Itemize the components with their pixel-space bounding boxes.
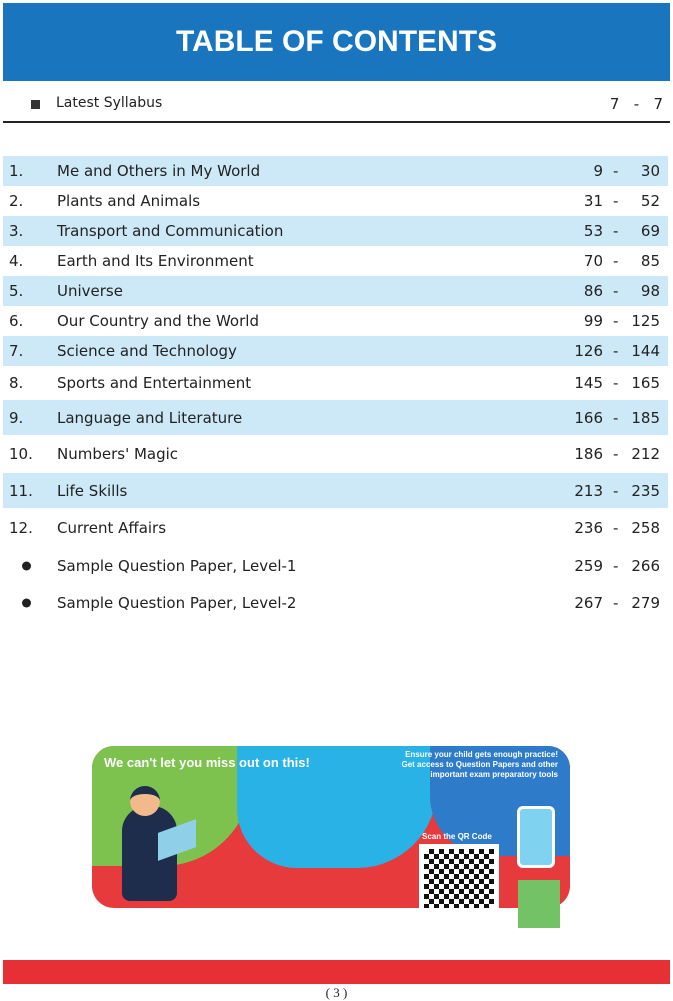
chapter-number: 1. xyxy=(9,162,24,180)
phone-icon xyxy=(517,806,555,868)
footer-bar xyxy=(3,960,670,984)
toc-row[interactable] xyxy=(3,508,668,547)
chapter-title: Current Affairs xyxy=(57,518,167,537)
chapter-title: Our Country and the World xyxy=(57,312,259,330)
dash: - xyxy=(613,518,619,537)
divider xyxy=(3,121,670,123)
dash: - xyxy=(613,282,619,300)
chapter-number: 2. xyxy=(9,192,24,210)
chapter-title: Science and Technology xyxy=(57,342,237,360)
chapter-title: Transport and Communication xyxy=(57,222,284,240)
page-start: 99 xyxy=(583,312,603,330)
chapter-title: Universe xyxy=(57,282,123,300)
page-end: 7 xyxy=(653,95,663,113)
dash: - xyxy=(613,222,619,240)
dash: - xyxy=(613,408,619,427)
dash: - xyxy=(613,252,619,270)
page-title: TABLE OF CONTENTS xyxy=(175,25,498,58)
page-start: 53 xyxy=(583,222,603,240)
syllabus-row xyxy=(0,88,673,120)
toc-row[interactable] xyxy=(3,156,668,186)
toc-row[interactable] xyxy=(3,246,668,276)
sleeve-illustration xyxy=(518,880,560,928)
toc-row[interactable] xyxy=(3,366,668,400)
toc-row[interactable] xyxy=(3,547,668,584)
banner-headline: We can't let you miss out on this! xyxy=(104,755,310,770)
toc-row[interactable] xyxy=(3,336,668,366)
square-bullet-icon xyxy=(31,100,40,109)
dash: - xyxy=(633,95,640,113)
page-end: 144 xyxy=(631,342,660,360)
page-start: 259 xyxy=(574,556,603,575)
chapter-number: 4. xyxy=(9,252,24,270)
toc-row[interactable] xyxy=(3,186,668,216)
person-head-illustration xyxy=(130,786,160,816)
header-banner xyxy=(3,3,670,81)
scan-label: Scan the QR Code xyxy=(422,832,492,841)
page-start: 70 xyxy=(583,252,603,270)
toc-row[interactable] xyxy=(3,435,668,473)
page-start: 9 xyxy=(593,162,603,180)
dash: - xyxy=(613,162,619,180)
chapter-number: 8. xyxy=(9,374,24,392)
chapter-title: Me and Others in My World xyxy=(57,162,261,180)
page-start: 126 xyxy=(574,342,603,360)
chapter-title: Life Skills xyxy=(57,481,128,500)
chapter-title: Earth and Its Environment xyxy=(57,252,254,270)
page-end: 266 xyxy=(631,556,660,575)
page-end: 258 xyxy=(631,518,660,537)
dash: - xyxy=(613,594,619,612)
page-end: 52 xyxy=(640,192,660,210)
page-end: 235 xyxy=(631,481,660,500)
chapter-number: 11. xyxy=(9,481,33,500)
page-end: 98 xyxy=(640,282,660,300)
chapter-title: Numbers' Magic xyxy=(57,445,179,463)
page-start: 31 xyxy=(583,192,603,210)
promo-banner[interactable] xyxy=(92,746,570,908)
page-end: 125 xyxy=(631,312,660,330)
chapter-title: Sports and Entertainment xyxy=(57,374,252,392)
dash: - xyxy=(613,481,619,500)
bullet-icon xyxy=(22,561,31,570)
chapter-title: Plants and Animals xyxy=(57,192,201,210)
contents-list xyxy=(3,156,668,622)
toc-row[interactable] xyxy=(3,473,668,508)
toc-row[interactable] xyxy=(3,306,668,336)
chapter-number: 12. xyxy=(9,518,33,537)
page-end: 279 xyxy=(631,594,660,612)
banner-promo-text: Ensure your child gets enough practice! Get access to Question Papers and other important exam preparatory tools xyxy=(401,750,558,779)
page-end: 165 xyxy=(631,374,660,392)
chapter-number: 10. xyxy=(9,445,33,463)
chapter-title: Sample Question Paper, Level-1 xyxy=(57,556,297,575)
page-end: 85 xyxy=(640,252,660,270)
page-end: 212 xyxy=(631,445,660,463)
bullet-icon xyxy=(22,599,31,608)
page-start: 236 xyxy=(574,518,603,537)
chapter-number: 3. xyxy=(9,222,24,240)
page-start: 186 xyxy=(574,445,603,463)
dash: - xyxy=(613,342,619,360)
page-start: 145 xyxy=(574,374,603,392)
page-start: 86 xyxy=(583,282,603,300)
page-start: 267 xyxy=(574,594,603,612)
page-end: 185 xyxy=(631,408,660,427)
page-number: ( 3 ) xyxy=(325,985,348,1000)
page-end: 30 xyxy=(640,162,660,180)
chapter-title: Sample Question Paper, Level-2 xyxy=(57,594,297,612)
qr-code[interactable] xyxy=(419,844,499,908)
page-start: 213 xyxy=(574,481,603,500)
dash: - xyxy=(613,312,619,330)
chapter-title: Language and Literature xyxy=(57,408,243,427)
chapter-number: 5. xyxy=(9,282,24,300)
chapter-number: 9. xyxy=(9,408,24,427)
dash: - xyxy=(613,192,619,210)
page-start: 166 xyxy=(574,408,603,427)
toc-row[interactable] xyxy=(3,400,668,435)
chapter-number: 7. xyxy=(9,342,24,360)
page-start: 7 xyxy=(609,95,620,113)
page-end: 69 xyxy=(640,222,660,240)
dash: - xyxy=(613,445,619,463)
dash: - xyxy=(613,556,619,575)
dash: - xyxy=(613,374,619,392)
toc-row[interactable] xyxy=(3,276,668,306)
toc-row[interactable] xyxy=(3,216,668,246)
syllabus-label: Latest Syllabus xyxy=(56,95,163,111)
chapter-number: 6. xyxy=(9,312,24,330)
toc-row[interactable] xyxy=(3,584,668,622)
syllabus-pages xyxy=(610,95,663,113)
